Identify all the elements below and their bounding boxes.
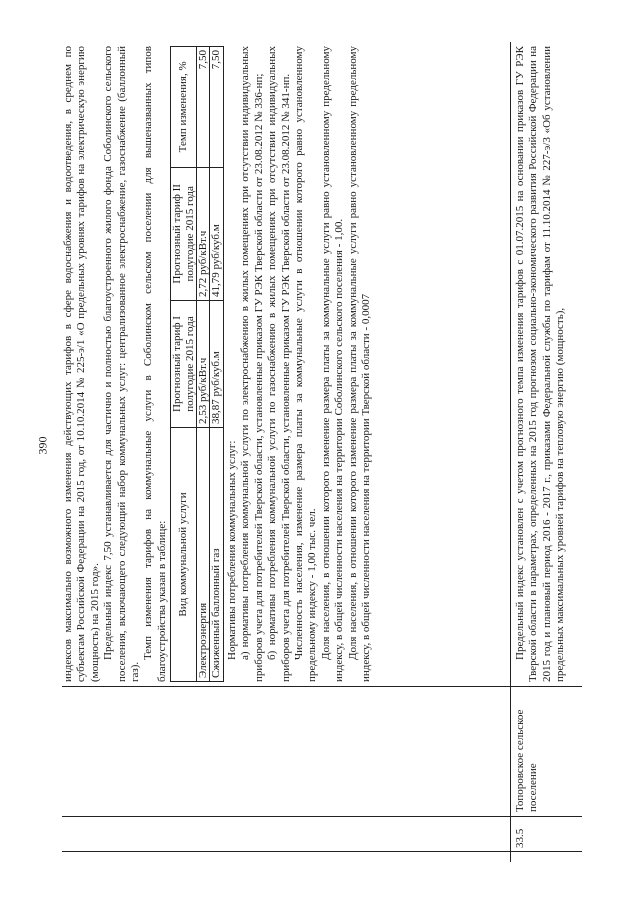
municipality-name: Топоровское сельское поселение: [514, 709, 540, 812]
table-cell: 41,79 руб/куб.м: [210, 167, 223, 300]
table-border-left: [62, 851, 582, 852]
table-cell: 38,87 руб/куб.м: [210, 301, 223, 428]
paragraph: Численность населения, изменение размера платы за коммунальные услуги в отношении которого равно установленному предельному индексу - 1,00 тыс. чел.: [292, 46, 319, 682]
row-number: 33.5: [514, 828, 526, 848]
paragraph: индексов максимально возможного изменения действующих тарифов в сфере водоснабжения и водоотведения, в среднем по субъектам Российской Федерации на 2015 год, от 10.10.2014 № 225-э/1 «О предельных уровнях тарифов на электрическую энергию (мощность) на 2015 год».: [62, 46, 101, 682]
paragraph: Нормативы потребления коммунальных услуг:: [225, 440, 238, 660]
table-cell: 2,53 руб/кВт.ч: [197, 301, 210, 428]
paragraph: а) нормативы потребления коммунальной услуги по электроснабжению в жилых помещениях при отсутствии индивидуальных приборов учета для потребителей Тверской области, установленные приказом ГУ РЭК Тверской области от 23.08.2012 № 336-нп;: [239, 46, 265, 682]
continuation-content: [62, 46, 373, 682]
paragraph: Предельный индекс 7,50 устанавливается для частично и полностью благоустроенного жилого фонда Соболинского сельского поселения, включающего следующий набор коммунальных услуг: централизованное электроснабжение, газоснабжение (баллонный газ).: [102, 46, 142, 682]
table-header: Темп изменения, %: [171, 47, 197, 168]
table-row: [197, 47, 210, 682]
table-header: Вид коммунальной услуги: [171, 428, 197, 682]
table-header: Прогнозный тариф I полугодие 2015 года: [171, 301, 197, 428]
table-header-row: [171, 47, 197, 682]
row-divider: [510, 42, 511, 862]
paragraph: Темп изменения тарифов на коммунальные услуги в Соболинском сельском поселении для вышеназванных типов благоустройства указан в таблице:: [142, 46, 168, 682]
paragraph: б) нормативы потребления коммунальной услуги по газоснабжению в жилых помещениях при отсутствии индивидуальных приборов учета для потребителей Тверской области, установленные приказом ГУ РЭК Тверской области от 23.08.2012 № 341-нп.: [266, 46, 292, 682]
table-cell: 7,50: [197, 47, 210, 168]
row-content: Предельный индекс установлен с учетом прогнозного темпа изменения тарифов с 01.07.2015 на основании приказов ГУ РЭК Тверской области в параметрах, определенных на 2015 год прогнозом социально-экономического развития Российской Федерации на 2015 год и плановый период 2016 - 2017 г., приказами Федеральной службы по тарифам от 11.10.2014 № 227-э/3 «Об установлении предельных максимальных уровней тарифов на тепловую энергию (мощность),: [514, 46, 567, 682]
table-cell: Сжиженный баллонный газ: [210, 428, 223, 682]
page-number: 390: [35, 436, 50, 455]
table-cell: Электроэнергия: [197, 428, 210, 682]
column-divider: [62, 686, 582, 687]
rotated-table-page: [62, 42, 582, 862]
column-divider: [62, 816, 582, 817]
table-row: [210, 47, 223, 682]
table-cell: 2,72 руб/кВт.ч: [197, 167, 210, 300]
paragraph: Доля населения, в отношении которого изменение размера платы за коммунальные услуги равно установленному предельному индексу, в общей численности населения на территории Соболинского сельского поселения - 1,00.: [319, 46, 346, 682]
table-header: Прогнозный тариф II полугодие 2015 года: [171, 167, 197, 300]
paragraph: Доля населения, в отношении которого изменение размера платы за коммунальные услуги равно установленному предельному индексу, в общей численности населения на территории Тверской области - 0,0007: [346, 46, 372, 682]
tariff-table: [170, 46, 224, 682]
table-cell: 7,50: [210, 47, 223, 168]
